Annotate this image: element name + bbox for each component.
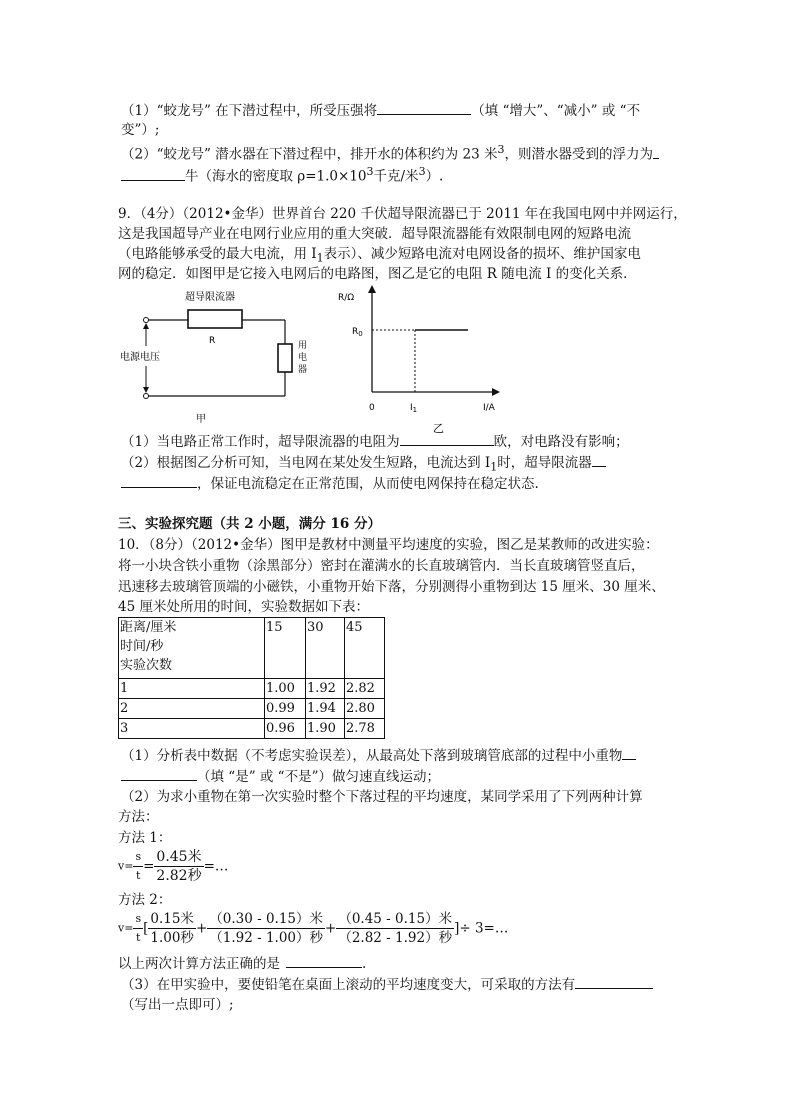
fraction-value: $\frac{\text{0.45米}}{\text{2.82秒}}$ [156,849,202,884]
y-axis-label: R/Ω [338,293,355,303]
table-cell: 2.80 [345,699,385,719]
table-cell: 1.00 [265,679,306,699]
q10-sub1: （1）分析表中数据（不考虑实验误差），从最高处下落到玻璃管底部的过程中小重物 [121,745,636,766]
answer-blank[interactable] [286,953,362,968]
table-header-corner: 距离/厘米 时间/秒 实验次数 [119,618,265,679]
table-row [119,699,385,719]
r0-label: $R_0$ [352,327,363,338]
fraction-term-2: $\frac{\text{（0.30 - 0.15）米}}{\text{（1.92 - 1.00）秒}}$ [209,911,324,946]
terminal-top [144,318,149,323]
table-cell: 0.96 [265,719,306,739]
fraction-s-over-t: $\frac{s}{t}$ [135,850,142,882]
answer-blank[interactable] [400,431,494,446]
answer-blank[interactable] [622,745,636,760]
load-label-2: 电 [298,353,308,363]
answer-blank[interactable] [592,452,606,467]
superconductor-label: 超导限流器 [185,292,235,303]
answer-blank[interactable] [653,144,659,159]
x-axis-label: I/A [483,403,495,413]
graph-caption: 乙 [433,422,444,435]
table-cell: 2.78 [345,719,385,739]
q9-line4: 网的稳定．如图甲是它接入电网后的电路图，图乙是它的电阻 R 随电流 I 的变化关系． [118,266,637,282]
table-header-cell: 45 [345,618,385,679]
circuit-caption: 甲 [196,414,206,425]
circuit-diagram [110,288,320,428]
q9-line2: 这是我国超导产业在电网行业应用的重大突破．超导限流器能有效限制电网的短路电流 [118,226,631,242]
q9-line3: （电路能够承受的最大电流，用 $I_1$表示）、减少短路电流对电网设备的损坏、维护国家电 [118,246,641,265]
q10-line3: 迅速移去玻璃管顶端的小磁铁，小重物开始下落，分别测得小重物到达 15 厘米、30 厘米、 [118,579,665,595]
q8-part1-cont: 变”）; [121,122,160,138]
answer-blank[interactable] [377,100,471,115]
q8-part2: （2）“蛟龙号” 潜水器在下潜过程中，排开水的体积约为 23 米$^3$，则潜水器受到的浮力为 [121,140,659,165]
terminal-bottom [144,394,149,399]
answer-blank[interactable] [121,473,197,488]
i1-label: $I_1$ [410,403,418,414]
answer-blank[interactable] [121,166,185,181]
method2-formula: v= $\frac{s}{t}$ [ $\frac{\text{0.15米}}{\text{1.00秒}}$ + $\frac{\text{（0.30 - 0.15）米}}{\text{（1.92 - 1.00）秒}}$ + $\frac{\text{（0.45 - 0.15）米}}{\text{（2.82 - 1.92）秒}}$ ]÷ 3=… [118,911,509,946]
table-cell: 3 [119,719,265,739]
method1-title: 方法 1： [118,830,172,846]
fraction-term-3: $\frac{\text{（0.45 - 0.15）米}}{\text{（2.82 - 1.92）秒}}$ [338,911,453,946]
table-cell: 1.92 [306,679,345,699]
resistor-symbol [188,310,242,328]
method1-formula: v= $\frac{s}{t}$ = $\frac{\text{0.45米}}{\text{2.82秒}}$ =… [118,849,229,884]
resistor-r-label: R [209,336,216,346]
section-title: 三、实验探究题（共 2 小题，满分 16 分） [118,516,381,532]
q9-sub2-cont: ，保证电流稳定在正常范围，从而使电网保持在稳定状态. [121,473,539,494]
conclusion-line: 以上两次计算方法正确的是 . [118,953,366,974]
table-cell: 2.82 [345,679,385,699]
table-cell: 1 [119,679,265,699]
table-row [119,679,385,699]
fraction-s-over-t: $\frac{s}{t}$ [135,912,142,944]
table-cell: 1.94 [306,699,345,719]
source-voltage-label: 电源电压 [120,352,160,363]
table-header-cell: 30 [306,618,345,679]
load-label-3: 器 [298,365,308,375]
resistance-current-graph [330,280,510,440]
load-symbol [278,344,292,372]
q9-line1: 9．（4分）（2012•金华）世界首台 220 千伏超导限流器已于 2011 年在我国电网中并网运行， [118,206,687,222]
table-header-cell: 15 [265,618,306,679]
table-row [119,719,385,739]
table-cell: 0.99 [265,699,306,719]
table-cell: 1.90 [306,719,345,739]
q10-line2: 将一小块含铁小重物（涂黑部分）密封在灌满水的长直玻璃管内．当长直玻璃管竖直后， [118,558,645,574]
q8-part1: （1）“蛟龙号” 在下潜过程中，所受压强将 （填 “增大”、“减小” 或 “不 [121,100,640,121]
q8-part2-cont: 牛（海水的密度取 $\rho=1.0\times 10^3$千克/米$^3$）. [121,162,443,187]
table-cell: 2 [119,699,265,719]
q10-sub2: （2）为求小重物在第一次实验时整个下落过程的平均速度，某同学采用了下列两种计算 [121,789,643,805]
q10-sub1-cont: （填 “是” 或 “不是”）做匀速直线运动； [121,766,440,787]
load-label-1: 用 [298,341,308,351]
fraction-term-1: $\frac{\text{0.15米}}{\text{1.00秒}}$ [150,911,194,946]
q9-sub1: （1）当电路正常工作时，超导限流器的电阻为 欧，对电路没有影响； [121,431,629,452]
q10-sub3-cont: （写出一点即可）; [121,997,234,1013]
q9-sub2: （2）根据图乙分析可知，当电网在某处发生短路，电流达到 $I_1$时，超导限流器 [121,452,606,478]
q10-line4: 45 厘米处所用的时间，实验数据如下表： [118,599,369,615]
answer-blank[interactable] [121,766,197,781]
experiment-data-table [118,617,385,739]
method2-title: 方法 2： [118,892,172,908]
table-header-row [119,618,385,679]
q10-line1: 10．（8分）（2012•金华）图甲是教材中测量平均速度的实验，图乙是某教师的改进实验： [118,537,659,553]
answer-blank[interactable] [575,974,653,989]
origin-label: 0 [369,403,375,413]
q10-sub3: （3）在甲实验中，要使铅笔在桌面上滚动的平均速度变大，可采取的方法有 [121,974,653,995]
q10-sub2-cont: 方法： [118,809,159,825]
